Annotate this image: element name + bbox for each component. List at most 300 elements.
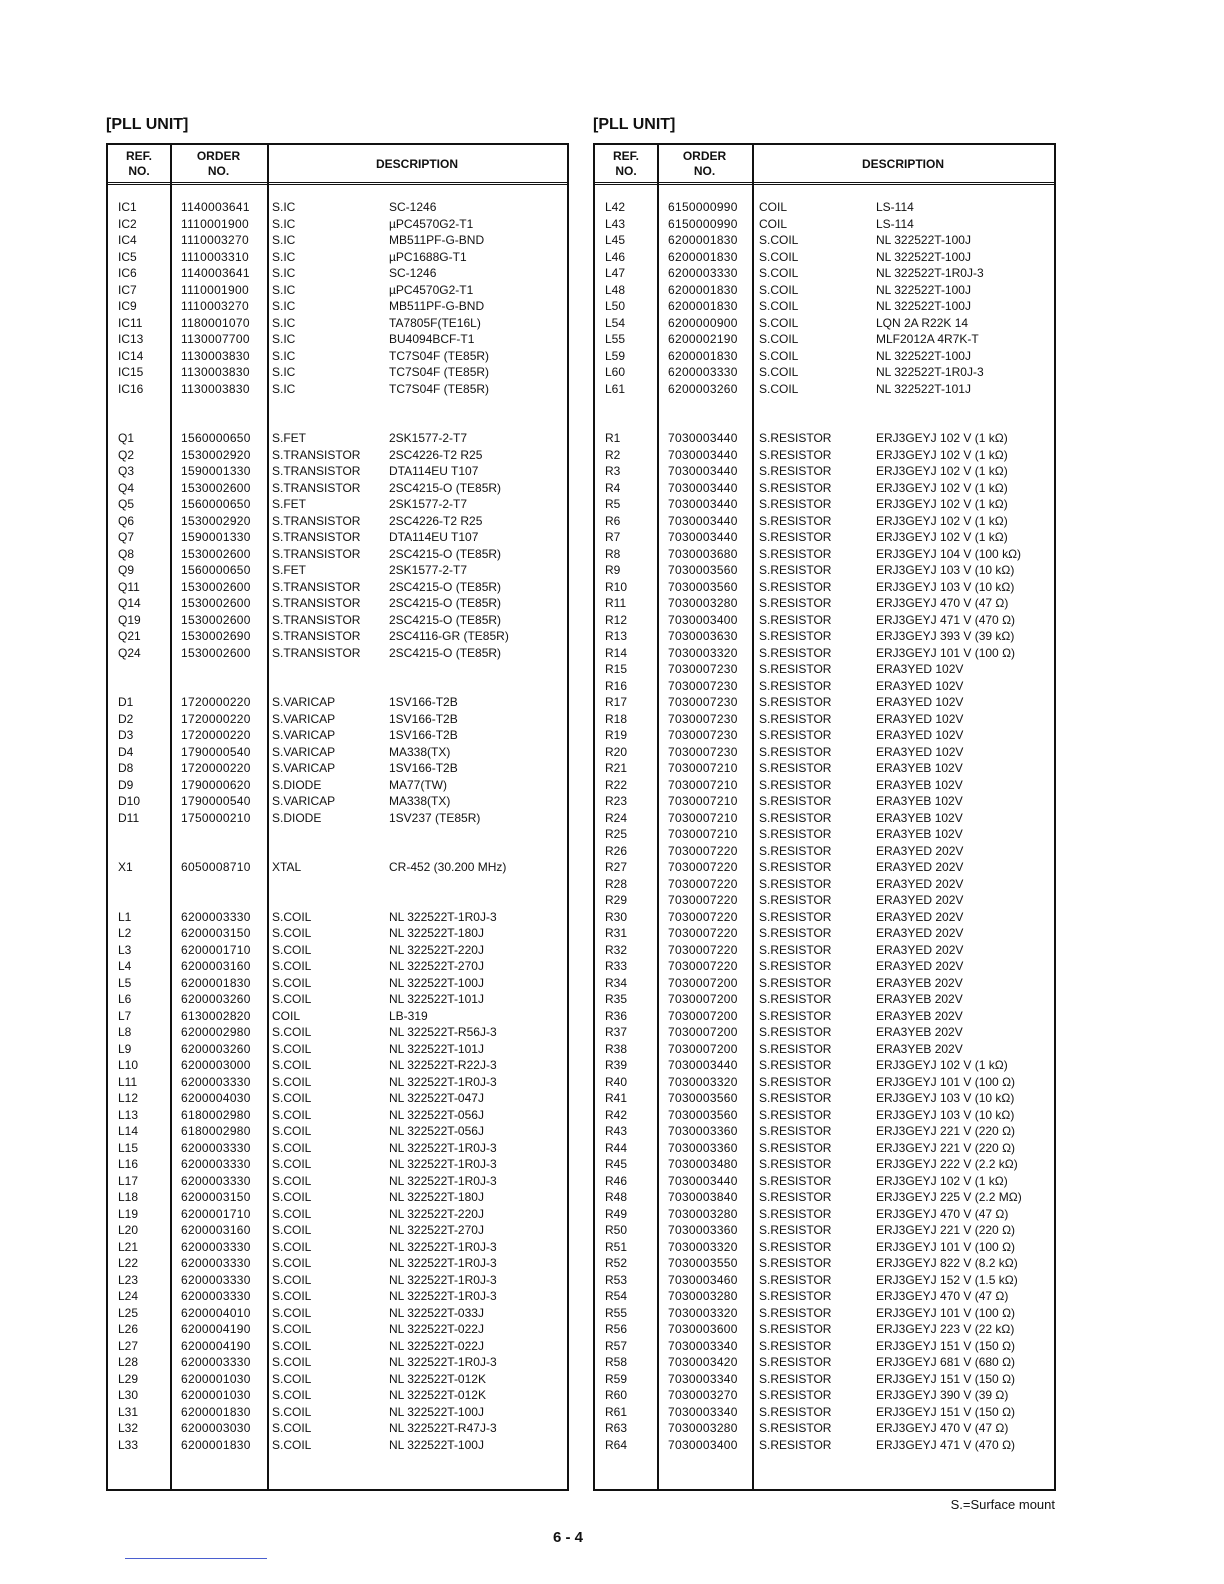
- table-row: [108, 348, 567, 365]
- table-row: [595, 1206, 1054, 1223]
- part-description: ERJ3GEYJ 101 V (100 Ω): [876, 1305, 1016, 1320]
- table-row: [108, 1156, 567, 1173]
- table-row: [595, 232, 1054, 249]
- part-type: S.DIODE: [272, 777, 322, 792]
- part-type: S.COIL: [272, 1058, 312, 1072]
- part-type: S.TRANSISTOR: [272, 596, 361, 610]
- part-type: S.TRANSISTOR: [272, 645, 361, 660]
- ref-no: R52: [605, 1256, 628, 1270]
- table-row: [595, 546, 1054, 563]
- table-row: [595, 628, 1054, 645]
- part-description: NL 322522T-1R0J-3: [389, 1157, 497, 1171]
- part-type: S.VARICAP: [272, 794, 336, 808]
- table-row: [108, 1305, 567, 1322]
- part-description: ERA3YED 102V: [876, 728, 964, 742]
- part-description: ERA3YEB 202V: [876, 1041, 963, 1056]
- part-description: LS-114: [876, 200, 914, 214]
- order-no: 7030007210: [668, 794, 738, 808]
- table-row: [108, 1140, 567, 1157]
- ref-no: L21: [118, 1239, 139, 1254]
- ref-no: IC14: [118, 348, 144, 363]
- part-description: NL 322522T-012K: [389, 1388, 486, 1402]
- table-row: [108, 579, 567, 596]
- order-no: 7030003360: [668, 1124, 738, 1138]
- ref-no: L16: [118, 1157, 139, 1171]
- part-type: S.RESISTOR: [759, 876, 832, 891]
- part-type: S.RESISTOR: [759, 1371, 832, 1386]
- part-type: S.RESISTOR: [759, 464, 832, 478]
- table-row: [595, 348, 1054, 365]
- part-type: S.TRANSISTOR: [272, 579, 361, 594]
- part-description: 2SK1577-2-T7: [389, 563, 468, 577]
- ref-no: L46: [605, 249, 626, 264]
- ref-no: IC15: [118, 365, 144, 379]
- part-description: 1SV166-T2B: [389, 728, 458, 742]
- table-row: [108, 645, 567, 662]
- order-no: 6180002980: [181, 1124, 251, 1138]
- part-type: S.COIL: [272, 1421, 312, 1435]
- part-description: NL 322522T-1R0J-3: [389, 1289, 497, 1303]
- part-description: NL 322522T-100J: [876, 348, 971, 363]
- part-description: MB511PF-G-BND: [389, 299, 485, 313]
- order-no: 7030003440: [668, 530, 738, 544]
- part-type: S.COIL: [759, 348, 799, 363]
- part-description: TC7S04F (TE85R): [389, 381, 490, 396]
- part-type: S.COIL: [272, 1437, 312, 1452]
- order-no: 1110001900: [181, 282, 249, 297]
- ref-no: L42: [605, 200, 626, 214]
- ref-no: L28: [118, 1355, 139, 1369]
- ref-no: R54: [605, 1289, 628, 1303]
- ref-no: L32: [118, 1421, 139, 1435]
- part-description: ERJ3GEYJ 102 V (1 kΩ): [876, 1058, 1008, 1072]
- ref-no: L6: [118, 992, 132, 1006]
- table-row: [595, 1338, 1054, 1355]
- table-row: [108, 1107, 567, 1124]
- part-description: NL 322522T-1R0J-3: [389, 1272, 497, 1287]
- table-row: [595, 265, 1054, 282]
- ref-no: L33: [118, 1437, 139, 1452]
- part-type: S.COIL: [272, 1074, 312, 1089]
- part-description: NL 322522T-022J: [389, 1322, 484, 1336]
- part-description: SC-1246: [389, 200, 437, 214]
- part-description: DTA114EU T107: [389, 464, 479, 478]
- part-type: S.RESISTOR: [759, 1421, 832, 1435]
- ref-no: L25: [118, 1305, 139, 1320]
- order-no: 7030007220: [668, 959, 738, 973]
- order-no: 1720000220: [181, 728, 251, 742]
- part-description: MB511PF-G-BND: [389, 233, 485, 247]
- order-no: 1790000540: [181, 744, 251, 759]
- part-description: µPC1688G-T1: [389, 249, 467, 264]
- order-no: 7030003340: [668, 1404, 738, 1419]
- ref-no: R20: [605, 744, 628, 759]
- table-row: [595, 1404, 1054, 1421]
- part-description: MA338(TX): [389, 794, 451, 808]
- part-type: S.IC: [272, 365, 296, 379]
- header-description: DESCRIPTION: [861, 157, 944, 171]
- table-row: [108, 1123, 567, 1140]
- order-no: 7030007210: [668, 827, 738, 841]
- table-row: [595, 1173, 1054, 1190]
- parts-group: [595, 430, 1054, 1453]
- table-row: [108, 925, 567, 942]
- part-description: ERJ3GEYJ 471 V (470 Ω): [876, 612, 1016, 627]
- header-ref-no: REF. NO.: [125, 149, 152, 178]
- order-no: 6150000990: [668, 216, 738, 231]
- ref-no: R6: [605, 513, 621, 528]
- order-no: 7030007200: [668, 992, 738, 1006]
- table-row: [108, 958, 567, 975]
- ref-no: R2: [605, 447, 621, 462]
- part-description: µPC4570G2-T1: [389, 216, 474, 231]
- order-no: 1720000220: [181, 761, 251, 775]
- order-no: 6200002190: [668, 332, 738, 346]
- part-description: ERJ3GEYJ 822 V (8.2 kΩ): [876, 1256, 1018, 1270]
- order-no: 6200001030: [181, 1388, 251, 1402]
- part-type: S.COIL: [272, 1239, 312, 1254]
- ref-no: R44: [605, 1140, 628, 1155]
- part-type: S.RESISTOR: [759, 992, 832, 1006]
- order-no: 1110001900: [181, 216, 249, 231]
- ref-no: R16: [605, 678, 628, 693]
- part-type: S.RESISTOR: [759, 1338, 832, 1353]
- part-description: NL 322522T-100J: [876, 249, 971, 264]
- ref-no: L50: [605, 299, 626, 313]
- table-row: [108, 513, 567, 530]
- order-no: 7030007220: [668, 843, 738, 858]
- order-no: 6200003330: [181, 1289, 251, 1303]
- ref-no: Q19: [118, 612, 141, 627]
- order-no: 7030003320: [668, 1074, 738, 1089]
- part-description: ERJ3GEYJ 102 V (1 kΩ): [876, 480, 1008, 495]
- order-no: 6200004190: [181, 1338, 251, 1353]
- order-no: 7030007230: [668, 711, 738, 726]
- table-row: [595, 826, 1054, 843]
- ref-no: Q3: [118, 464, 135, 478]
- order-no: 6200004030: [181, 1091, 251, 1105]
- table-row: [595, 562, 1054, 579]
- order-no: 6200003330: [668, 365, 738, 379]
- ref-no: R55: [605, 1305, 628, 1320]
- ref-no: R57: [605, 1338, 628, 1353]
- part-description: ERJ3GEYJ 470 V (47 Ω): [876, 1206, 1009, 1221]
- order-no: 1720000220: [181, 711, 251, 726]
- part-type: S.RESISTOR: [759, 1008, 832, 1023]
- ref-no: R1: [605, 431, 621, 445]
- part-type: S.COIL: [272, 1371, 312, 1386]
- part-type: S.RESISTOR: [759, 629, 832, 643]
- order-no: 6150000990: [668, 200, 738, 214]
- part-description: NL 322522T-180J: [389, 926, 484, 940]
- part-type: S.RESISTOR: [759, 1190, 832, 1204]
- ref-no: R23: [605, 794, 628, 808]
- part-description: NL 322522T-100J: [389, 975, 484, 990]
- ref-no: R27: [605, 860, 628, 874]
- part-type: S.RESISTOR: [759, 1173, 832, 1188]
- ref-no: R29: [605, 893, 628, 907]
- order-no: 1590001330: [181, 464, 251, 478]
- part-type: S.RESISTOR: [759, 711, 832, 726]
- order-no: 1530002600: [181, 579, 251, 594]
- part-description: NL 322522T-100J: [389, 1404, 484, 1419]
- part-description: DTA114EU T107: [389, 530, 479, 544]
- table-row: [595, 612, 1054, 629]
- table-row: [108, 991, 567, 1008]
- ref-no: L45: [605, 233, 626, 247]
- part-type: S.RESISTOR: [759, 431, 832, 445]
- ref-no: R36: [605, 1008, 628, 1023]
- part-type: S.IC: [272, 282, 296, 297]
- table-row: [108, 1437, 567, 1454]
- ref-no: Q5: [118, 497, 135, 511]
- part-type: S.VARICAP: [272, 728, 336, 742]
- part-type: S.COIL: [272, 1091, 312, 1105]
- table-row: [595, 1371, 1054, 1388]
- table-row: [595, 892, 1054, 909]
- order-no: 1140003641: [181, 266, 250, 280]
- part-description: ERA3YED 202V: [876, 876, 964, 891]
- ref-no: R34: [605, 975, 628, 990]
- table-row: [108, 975, 567, 992]
- order-no: 6200003330: [181, 1256, 251, 1270]
- part-description: MLF2012A 4R7K-T: [876, 332, 979, 346]
- part-type: S.RESISTOR: [759, 678, 832, 693]
- left-parts-table: [106, 143, 569, 1491]
- table-row: [108, 331, 567, 348]
- ref-no: R4: [605, 480, 621, 495]
- order-no: 6200003330: [181, 1239, 251, 1254]
- order-no: 7030003440: [668, 1173, 738, 1188]
- part-description: TC7S04F (TE85R): [389, 348, 490, 363]
- table-row: [108, 612, 567, 629]
- part-description: ERA3YED 102V: [876, 744, 964, 759]
- table-row: [595, 925, 1054, 942]
- ref-no: Q21: [118, 629, 141, 643]
- part-type: S.TRANSISTOR: [272, 612, 361, 627]
- order-no: 7030007220: [668, 926, 738, 940]
- part-type: S.COIL: [272, 1157, 312, 1171]
- part-description: ERJ3GEYJ 103 V (10 kΩ): [876, 563, 1015, 577]
- order-no: 6200001830: [668, 249, 738, 264]
- part-description: 2SK1577-2-T7: [389, 431, 468, 445]
- part-type: S.COIL: [272, 975, 312, 990]
- ref-no: L9: [118, 1041, 132, 1056]
- table-row: [595, 876, 1054, 893]
- part-type: S.RESISTOR: [759, 1305, 832, 1320]
- part-description: ERJ3GEYJ 151 V (150 Ω): [876, 1404, 1016, 1419]
- order-no: 6200003260: [181, 992, 251, 1006]
- part-type: S.IC: [272, 299, 296, 313]
- order-no: 1530002690: [181, 629, 251, 643]
- part-type: S.RESISTOR: [759, 1388, 832, 1402]
- order-no: 6200003330: [181, 1157, 251, 1171]
- order-no: 7030003270: [668, 1388, 738, 1402]
- ref-no: R22: [605, 777, 628, 792]
- part-type: COIL: [272, 1008, 301, 1023]
- part-description: NL 322522T-033J: [389, 1305, 484, 1320]
- part-type: S.IC: [272, 332, 296, 346]
- part-type: S.RESISTOR: [759, 942, 832, 957]
- part-type: S.COIL: [759, 282, 799, 297]
- order-no: 1590001330: [181, 530, 251, 544]
- part-type: S.COIL: [272, 926, 312, 940]
- part-description: CR-452 (30.200 MHz): [389, 860, 507, 874]
- order-no: 7030007220: [668, 942, 738, 957]
- ref-no: L3: [118, 942, 132, 957]
- ref-no: R13: [605, 629, 628, 643]
- part-type: S.COIL: [272, 1404, 312, 1419]
- part-description: ERA3YEB 202V: [876, 975, 963, 990]
- part-type: S.RESISTOR: [759, 447, 832, 462]
- ref-no: R39: [605, 1058, 628, 1072]
- part-description: ERA3YED 202V: [876, 959, 964, 973]
- table-row: [595, 1305, 1054, 1322]
- part-type: S.COIL: [272, 1322, 312, 1336]
- part-description: TC7S04F (TE85R): [389, 365, 490, 379]
- table-row: [108, 496, 567, 513]
- ref-no: L1: [118, 909, 132, 924]
- part-description: NL 322522T-R22J-3: [389, 1058, 497, 1072]
- order-no: 6200003260: [668, 381, 738, 396]
- ref-no: IC13: [118, 332, 144, 346]
- ref-no: D3: [118, 728, 134, 742]
- header-description: DESCRIPTION: [375, 157, 458, 171]
- part-description: NL 322522T-220J: [389, 942, 484, 957]
- part-type: S.VARICAP: [272, 761, 336, 775]
- table-row: [108, 1371, 567, 1388]
- order-no: 7030003320: [668, 1239, 738, 1254]
- part-description: ERJ3GEYJ 102 V (1 kΩ): [876, 431, 1008, 445]
- part-type: S.IC: [272, 348, 296, 363]
- part-type: S.TRANSISTOR: [272, 447, 361, 462]
- part-type: S.RESISTOR: [759, 1124, 832, 1138]
- table-row: [595, 1272, 1054, 1289]
- ref-no: IC16: [118, 381, 144, 396]
- order-no: 7030003340: [668, 1338, 738, 1353]
- ref-no: L10: [118, 1058, 139, 1072]
- part-description: ERA3YEB 102V: [876, 761, 963, 775]
- part-description: 2SC4226-T2 R25: [389, 513, 483, 528]
- part-type: S.RESISTOR: [759, 1058, 832, 1072]
- order-no: 7030003440: [668, 1058, 738, 1072]
- order-no: 1720000220: [181, 695, 251, 709]
- part-type: S.TRANSISTOR: [272, 480, 361, 495]
- table-header: [108, 145, 567, 185]
- order-no: 6200003330: [181, 1140, 251, 1155]
- order-no: 1530002920: [181, 447, 251, 462]
- parts-group: [108, 909, 567, 1454]
- part-type: S.TRANSISTOR: [272, 464, 361, 478]
- part-type: S.RESISTOR: [759, 975, 832, 990]
- ref-no: L8: [118, 1025, 132, 1039]
- parts-group: [108, 430, 567, 661]
- table-row: [595, 1156, 1054, 1173]
- order-no: 7030003550: [668, 1256, 738, 1270]
- part-type: S.RESISTOR: [759, 1074, 832, 1089]
- part-type: S.RESISTOR: [759, 1206, 832, 1221]
- part-description: ERJ3GEYJ 221 V (220 Ω): [876, 1124, 1016, 1138]
- part-type: S.COIL: [272, 1107, 312, 1122]
- part-type: S.FET: [272, 431, 307, 445]
- ref-no: IC7: [118, 282, 137, 297]
- part-description: ERJ3GEYJ 103 V (10 kΩ): [876, 1107, 1015, 1122]
- part-type: S.RESISTOR: [759, 612, 832, 627]
- ref-no: R56: [605, 1322, 628, 1336]
- table-row: [595, 463, 1054, 480]
- table-row: [595, 1008, 1054, 1025]
- part-type: S.RESISTOR: [759, 1025, 832, 1039]
- table-row: [595, 1239, 1054, 1256]
- part-description: 2SC4226-T2 R25: [389, 447, 483, 462]
- ref-no: L19: [118, 1206, 139, 1221]
- table-row: [595, 975, 1054, 992]
- order-no: 6200001830: [181, 1437, 251, 1452]
- ref-no: R53: [605, 1272, 628, 1287]
- order-no: 6180002980: [181, 1107, 251, 1122]
- ref-no: L54: [605, 315, 626, 330]
- table-row: [595, 298, 1054, 315]
- ref-no: R50: [605, 1223, 628, 1237]
- order-no: 1560000650: [181, 497, 251, 511]
- ref-no: R18: [605, 711, 628, 726]
- order-no: 7030007200: [668, 1008, 738, 1023]
- part-description: NL 322522T-1R0J-3: [389, 1140, 497, 1155]
- part-description: NL 322522T-101J: [389, 1041, 484, 1056]
- ref-no: X1: [118, 860, 133, 874]
- table-row: [108, 942, 567, 959]
- part-description: NL 322522T-220J: [389, 1206, 484, 1221]
- order-no: 7030003280: [668, 1289, 738, 1303]
- order-no: 6130002820: [181, 1008, 251, 1023]
- table-row: [108, 694, 567, 711]
- part-type: S.RESISTOR: [759, 959, 832, 973]
- parts-group: [108, 199, 567, 397]
- part-type: S.COIL: [272, 942, 312, 957]
- table-row: [595, 694, 1054, 711]
- order-no: 6200004010: [181, 1305, 251, 1320]
- part-description: NL 322522T-1R0J-3: [389, 1173, 497, 1188]
- ref-no: R10: [605, 579, 628, 594]
- part-type: S.FET: [272, 563, 307, 577]
- order-no: 7030003280: [668, 596, 738, 610]
- part-description: ERJ3GEYJ 151 V (150 Ω): [876, 1338, 1016, 1353]
- table-row: [108, 1420, 567, 1437]
- order-no: 7030003420: [668, 1355, 738, 1369]
- ref-no: IC2: [118, 216, 137, 231]
- part-description: ERJ3GEYJ 152 V (1.5 kΩ): [876, 1272, 1018, 1287]
- ref-no: R14: [605, 645, 628, 660]
- order-no: 1130003830: [181, 365, 250, 379]
- part-description: ERJ3GEYJ 222 V (2.2 kΩ): [876, 1157, 1018, 1171]
- order-no: 7030003630: [668, 629, 738, 643]
- part-type: S.TRANSISTOR: [272, 629, 361, 643]
- ref-no: R40: [605, 1074, 628, 1089]
- part-description: ERJ3GEYJ 103 V (10 kΩ): [876, 579, 1015, 594]
- part-type: S.RESISTOR: [759, 728, 832, 742]
- ref-no: R42: [605, 1107, 628, 1122]
- table-row: [108, 265, 567, 282]
- table-row: [595, 777, 1054, 794]
- ref-no: R33: [605, 959, 628, 973]
- part-description: NL 322522T-047J: [389, 1091, 484, 1105]
- footnote: S.=Surface mount: [950, 1497, 1055, 1512]
- order-no: 7030003440: [668, 497, 738, 511]
- part-description: ERA3YED 102V: [876, 662, 964, 676]
- part-type: S.IC: [272, 200, 296, 214]
- order-no: 1110003270: [181, 233, 249, 247]
- part-type: S.RESISTOR: [759, 1223, 832, 1237]
